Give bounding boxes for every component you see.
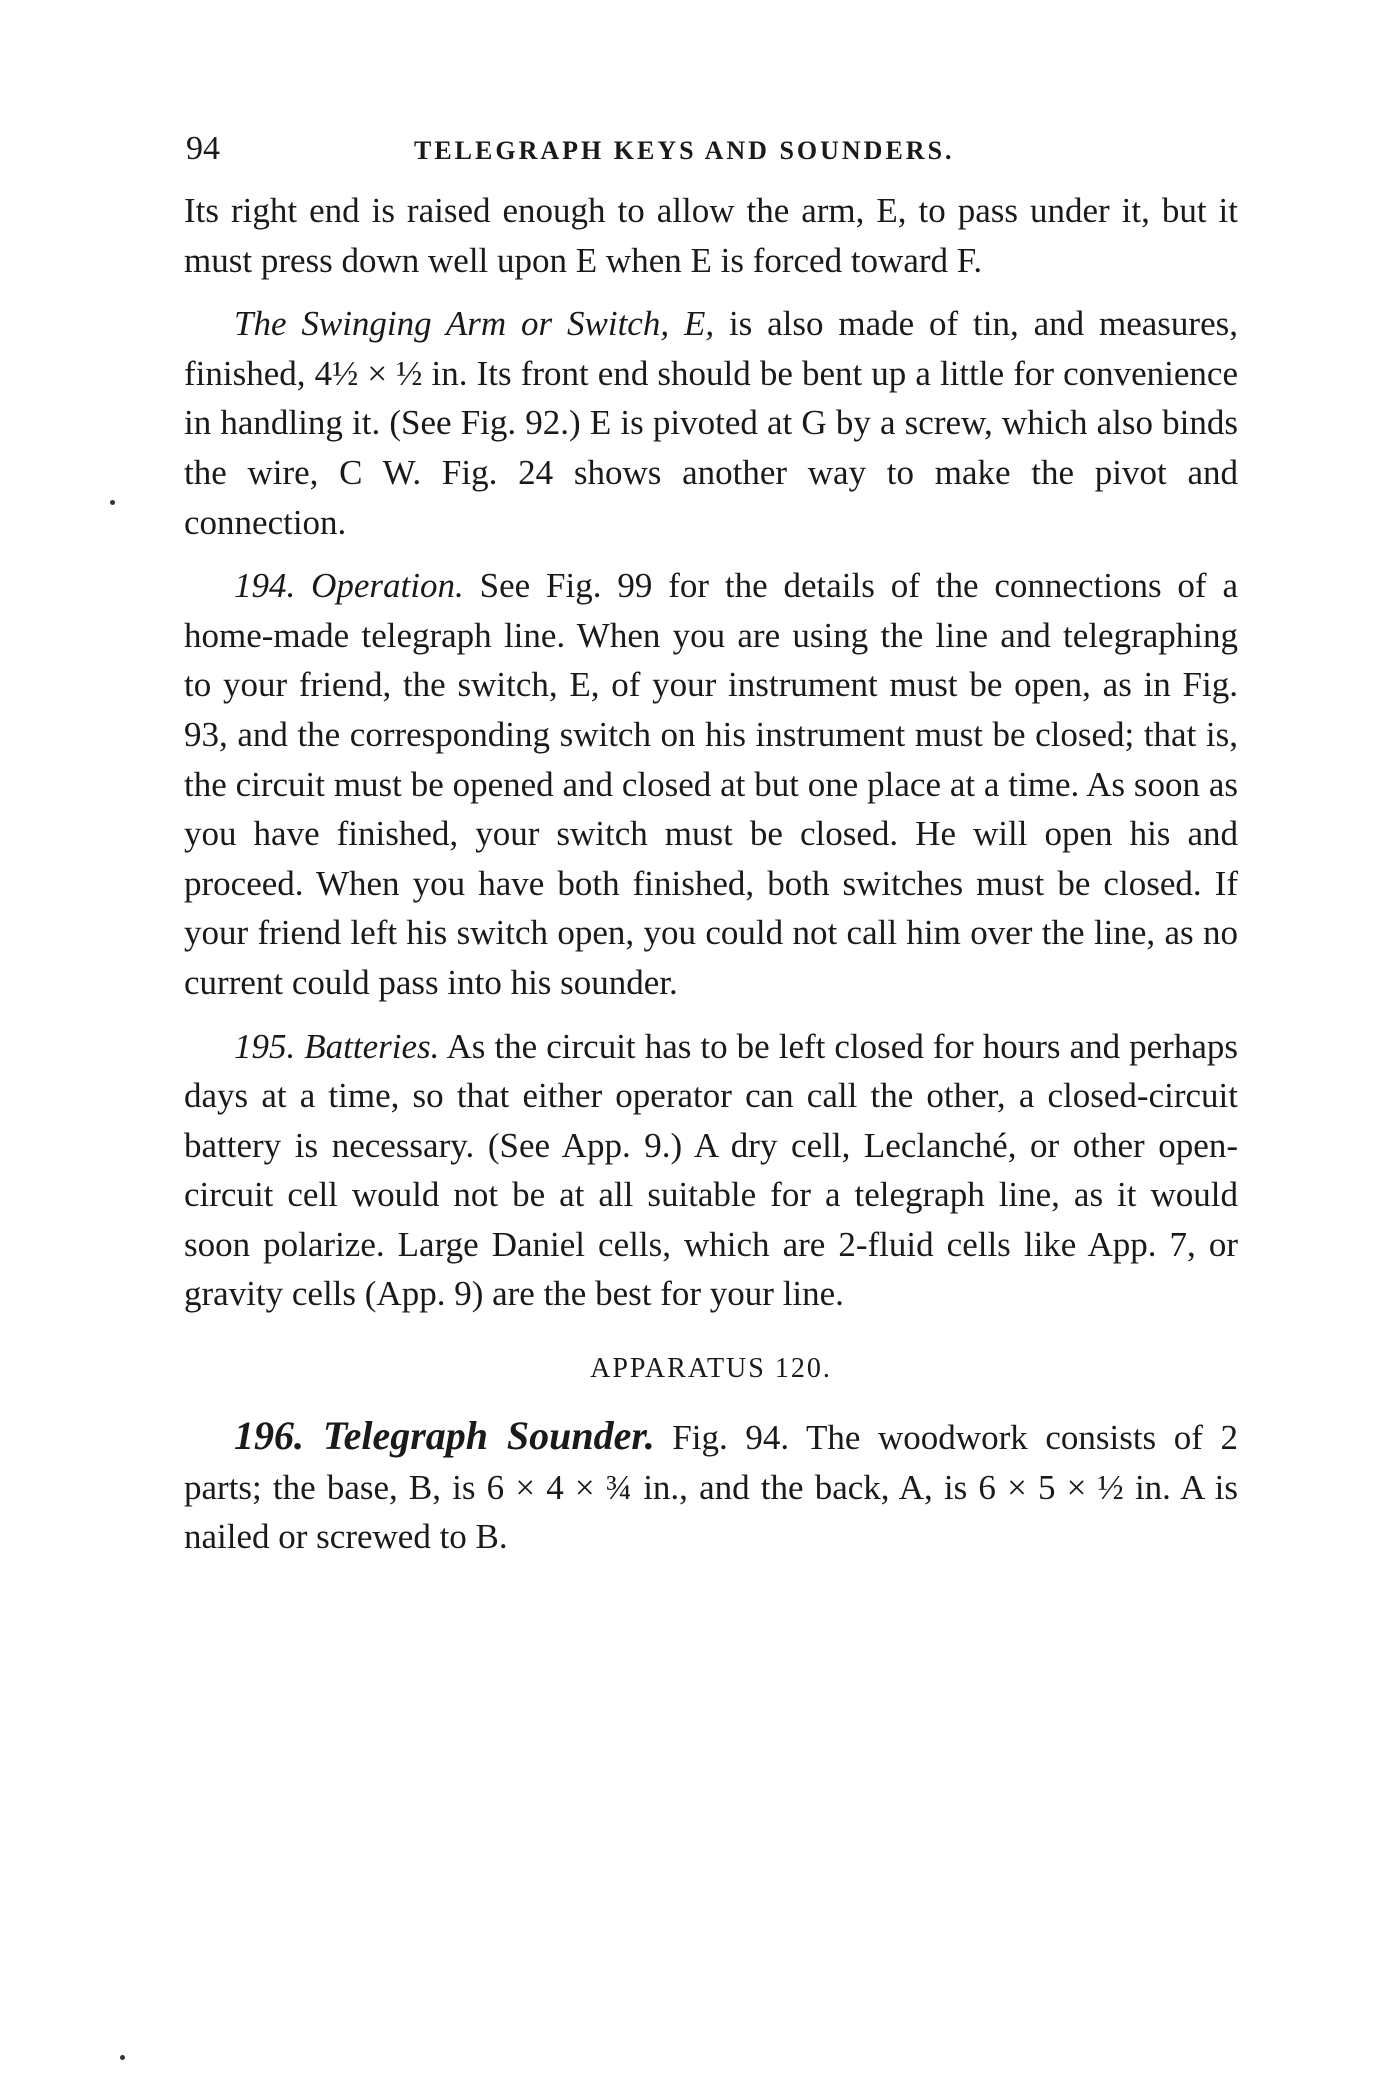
paragraph-arm-clearance: Its right end is raised enough to allow the arm, E, to pass under it, but it must press down well upon E when E is forced toward F. — [184, 191, 1238, 280]
operation-heading: 194. Operation. — [234, 566, 464, 606]
book-page — [184, 130, 1238, 1562]
speck-mark — [120, 2055, 125, 2060]
running-head — [184, 130, 1238, 186]
paragraph-batteries — [184, 1022, 1238, 1320]
speck-mark — [110, 500, 115, 505]
telegraph-sounder-text: Fig. 94. The woodwork consists of 2 parts; the base, B, is 6 × 4 × ¾ in., and the back, A, is 6 × 5 × ½ in. A is nailed or screwed to B. — [184, 1418, 1238, 1557]
swinging-arm-text: is also made of tin, and measures, finished, 4½ × ½ in. Its front end should be bent up a little for convenience in handling it. (See Fig. 92.) E is pivoted at G by a screw, which also binds the wire, C W. Fig. 24 shows another way to make the pivot and connection. — [184, 304, 1238, 542]
paragraph-operation — [184, 561, 1238, 1007]
paragraph-swinging-arm — [184, 299, 1238, 547]
telegraph-sounder-heading: 196. Telegraph Sounder. — [234, 1413, 655, 1459]
batteries-text: As the circuit has to be left closed for hours and perhaps days at a time, so that either operator can call the other, a closed-circuit battery is necessary. (See App. 9.) A dry cell, Leclanché, or other open-circuit cell would not be at all suitable for a telegraph line, as it would soon polarize. Large Daniel cells, which are 2-fluid cells like App. 7, or gravity cells (App. 9) are the best for your line. — [184, 1026, 1238, 1314]
running-title: TELEGRAPH KEYS AND SOUNDERS. — [414, 136, 955, 165]
apparatus-heading: APPARATUS 120. — [590, 1353, 832, 1385]
paragraph-telegraph-sounder — [184, 1411, 1238, 1562]
swinging-arm-heading: The Swinging Arm or Switch, E, — [234, 304, 715, 344]
operation-text: See Fig. 99 for the details of the connections of a home-made telegraph line. When you are using the line and telegraphing to your friend, the switch, E, of your instrument must be open, as in Fig. 93, and the corresponding switch on his instrument must be closed; that is, the circuit must be opened and closed at but one place at a time. As soon as you have finished, your switch must be closed. He will open his and proceed. When you have both finished, both switches must be closed. If your friend left his switch open, you could not call him over the line, as no current could pass into his sounder. — [184, 566, 1238, 1002]
page-number: 94 — [186, 130, 220, 167]
batteries-heading: 195. Batteries. — [234, 1026, 440, 1066]
